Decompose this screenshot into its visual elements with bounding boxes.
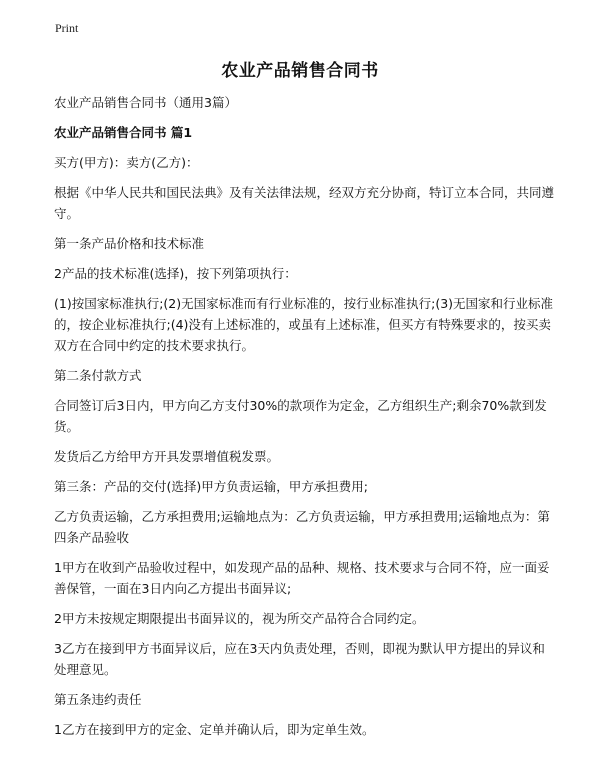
article-1-heading: 第一条产品价格和技术标准 <box>54 236 205 251</box>
article-2-heading: 第二条付款方式 <box>54 368 142 383</box>
paragraph-acceptance-1: 1甲方在收到产品验收过程中，如发现产品的品种、规格、技术要求与合同不符，应一面妥善保管，一面在3日内向乙方提出书面异议; <box>54 560 550 596</box>
paragraph-liability-1: 1乙方在接到甲方的定金、定单并确认后，即为定单生效。 <box>54 722 375 737</box>
paragraph-subtitle: 农业产品销售合同书（通用3篇） <box>54 95 237 110</box>
paragraph-transport: 乙方负责运输，乙方承担费用;运输地点为：乙方负责运输，甲方承担费用;运输地点为：第四条产品验收 <box>54 509 550 545</box>
article-5-heading: 第五条违约责任 <box>54 692 142 707</box>
document-body <box>54 92 554 749</box>
paragraph-parties: 买方(甲方)：卖方(乙方)： <box>54 155 199 170</box>
paragraph-acceptance-2: 2甲方未按规定期限提出书面异议的，视为所交产品符合合同约定。 <box>54 611 425 626</box>
print-link[interactable]: Print <box>55 21 79 35</box>
article-3-delivery: 第三条：产品的交付(选择)甲方负责运输，甲方承担费用; <box>54 479 368 494</box>
paragraph-preamble: 根据《中华人民共和国民法典》及有关法律法规，经双方充分协商，特订立本合同，共同遵守。 <box>54 185 555 221</box>
paragraph-standard-options: (1)按国家标准执行;(2)无国家标准而有行业标准的，按行业标准执行;(3)无国家和行业标准的，按企业标准执行;(4)没有上述标准的，或虽有上述标准，但买方有特殊要求的，按买卖双方在合同中约定的技术要求执行。 <box>54 296 554 353</box>
document-title: 农业产品销售合同书 <box>221 61 379 81</box>
paragraph-tech-standard: 2产品的技术标准(选择)，按下列第项执行： <box>54 266 297 281</box>
paragraph-acceptance-3: 3乙方在接到甲方书面异议后，应在3天内负责处理，否则，即视为默认甲方提出的异议和处理意见。 <box>54 641 545 677</box>
paragraph-invoice: 发货后乙方给甲方开具发票增值税发票。 <box>54 449 280 464</box>
section-heading-part1: 农业产品销售合同书 篇1 <box>54 125 193 140</box>
paragraph-payment: 合同签订后3日内，甲方向乙方支付30%的款项作为定金，乙方组织生产;剩余70%款到发货。 <box>54 398 547 434</box>
